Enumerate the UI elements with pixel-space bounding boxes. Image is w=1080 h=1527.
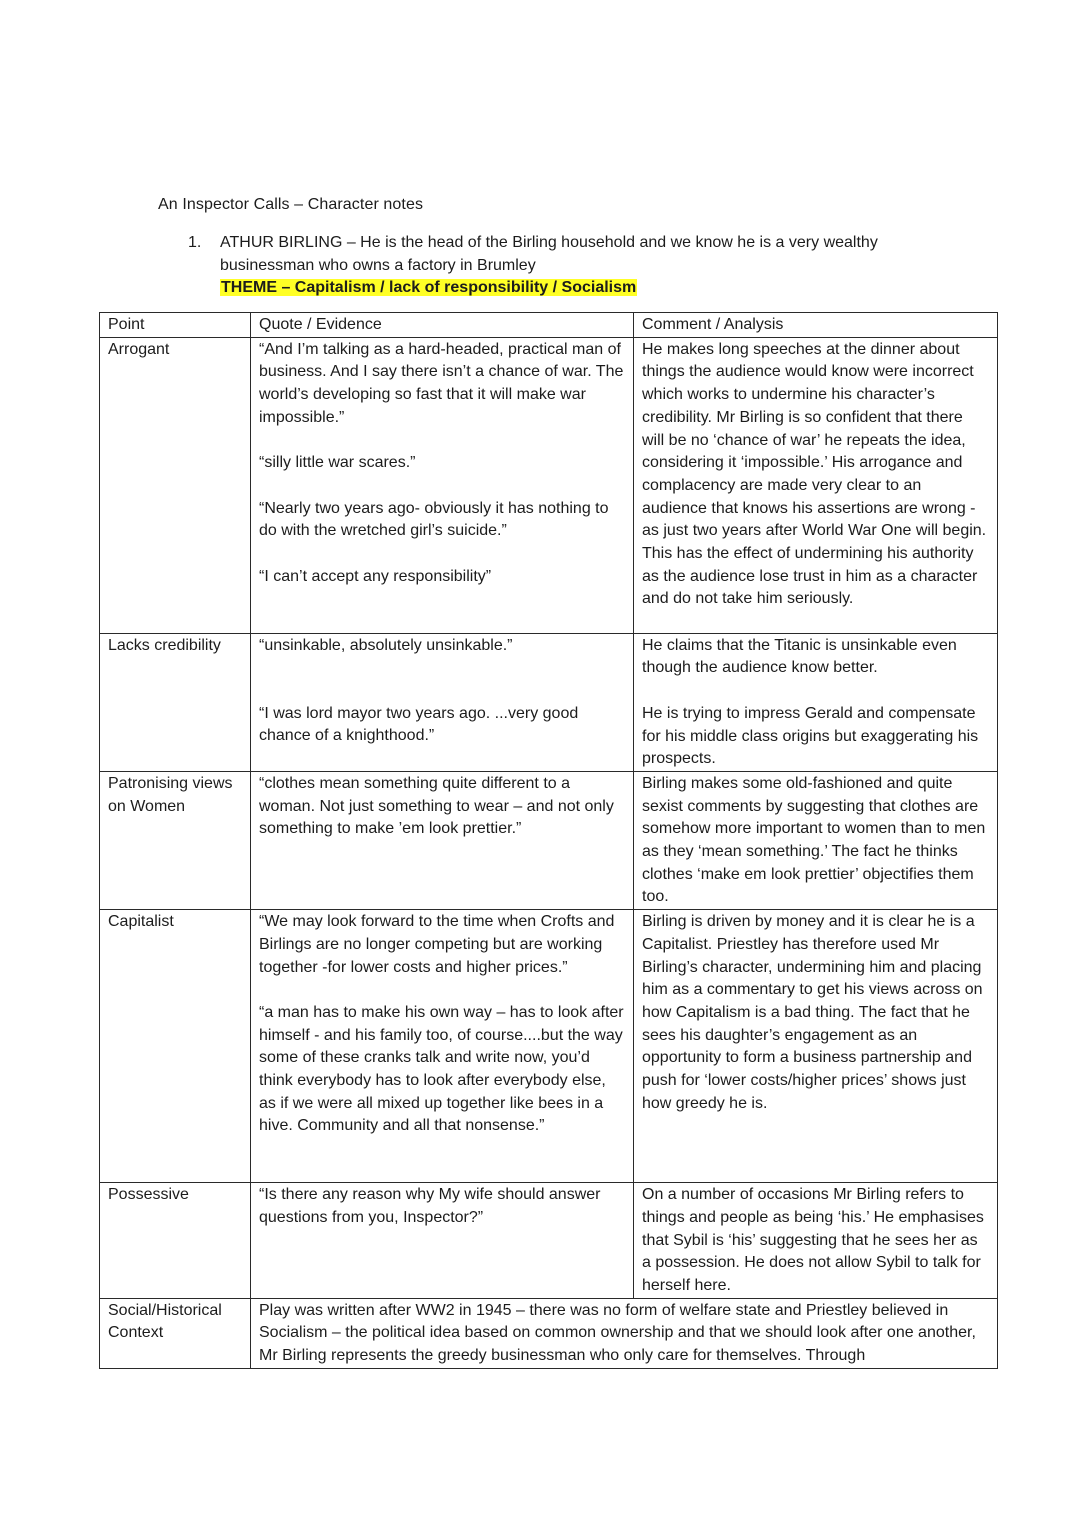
character-notes-table [99,312,998,1369]
table-row-context [100,1298,998,1368]
comment-text: He makes long speeches at the dinner about things the audience would know were incorrect which works to undermine his character’s credibility. Mr Birling is so confident that there will be no ‘chance of war’ he repeats the idea, considering it ‘impossible.’ His arrogance and complacency are made very clear to an audience that knows his assertions are wrong - as just two years after World War One will begin. This has the effect of undermining his authority as the audience lose trust in him as a character and do not take him seriously. [642,340,987,608]
theme-highlight: THEME – Capitalism / lack of responsibility / Socialism [221,279,637,296]
heading-line-1: ATHUR BIRLING – He is the head of the Birling household and we know he is a very wealthy [220,234,878,251]
comment-cell [634,771,998,909]
comment-cell [634,633,998,771]
comment-text: He is trying to impress Gerald and compensate for his middle class origins but exaggerating his prospects. [642,704,979,768]
quote-text: “clothes mean something quite different to a woman. Not just something to wear – and not only something to make ’em look prettier.” [259,774,614,838]
comment-text: He claims that the Titanic is unsinkable even though the audience know better. [642,636,957,677]
comment-text: Birling makes some old-fashioned and quite sexist comments by suggesting that clothes are somehow more important to women than to men as they ‘mean something.’ The fact he thinks clothes ‘make em look prettier’ objectifies them too. [642,774,986,906]
comment-cell [634,910,998,1183]
point-cell: Patronising views on Women [100,771,251,909]
point-cell: Lacks credibility [100,633,251,771]
quote-cell [251,771,634,909]
comment-cell [634,1183,998,1299]
heading-line-2: businessman who owns a factory in Brumley [220,256,536,274]
quote-text: “I was lord mayor two years ago. ...very good chance of a knighthood.” [259,704,579,745]
quote-text: “unsinkable, absolutely unsinkable.” [259,636,513,654]
quote-text: “I can’t accept any responsibility” [259,567,492,585]
point-cell: Possessive [100,1183,251,1299]
table-row [100,771,998,909]
header-point: Point [100,313,251,338]
table-row [100,633,998,771]
quote-cell [251,1183,634,1299]
list-number: 1. [188,234,202,251]
table-row [100,337,998,633]
comment-cell [634,337,998,633]
comment-text: On a number of occasions Mr Birling refers to things and people as being ‘his.’ He emphasises that Sybil is ‘his’ suggesting that he sees her as a possession. He does not allow Sybil to talk for herself here. [642,1186,984,1294]
quote-text: “We may look forward to the time when Crofts and Birlings are no longer competing but are working together -for lower costs and higher prices.” [259,913,615,976]
quote-text: “a man has to make his own way – has to look after himself - and his family too, of course....but the way some of these cranks talk and write now, you’d think everybody has to look after everybody else, as if we were all mixed up together like bees in a hive. Community and all that nonsense.” [259,1003,624,1135]
header-comment: Comment / Analysis [634,313,998,338]
quote-cell [251,337,634,633]
point-cell: Social/Historical Context [100,1298,251,1368]
quote-cell [251,910,634,1183]
character-section-heading [188,232,948,300]
context-cell: Play was written after WW2 in 1945 – there was no form of welfare state and Priestley believed in Socialism – the political idea based on common ownership and that we should look after one another, Mr Birling represents the greedy businessman who only care for themselves. Through [251,1298,998,1368]
table-header-row [100,313,998,338]
table-row [100,910,998,1183]
table-row [100,1183,998,1299]
quote-text: “Is there any reason why My wife should answer questions from you, Inspector?” [259,1186,601,1226]
header-quote: Quote / Evidence [251,313,634,338]
document-title: An Inspector Calls – Character notes [158,196,424,213]
quote-text: “Nearly two years ago- obviously it has nothing to do with the wretched girl’s suicide.” [259,499,609,540]
point-cell: Capitalist [100,910,251,1183]
comment-text: Birling is driven by money and it is clear he is a Capitalist. Priestley has therefore used Mr Birling’s character, undermining him and placing him as a commentary to get his views across on how Capitalism is a bad thing. The fact that he sees his daughter’s engagement as an opportunity to form a business partnership and push for ‘lower costs/higher prices’ shows just how greedy he is. [642,913,983,1112]
quote-cell [251,633,634,771]
quote-text: “And I’m talking as a hard-headed, practical man of business. And I say there isn’t a chance of war. The world’s developing so fast that it will make war impossible.” [259,340,624,426]
point-cell: Arrogant [100,337,251,633]
quote-text: “silly little war scares.” [259,454,416,472]
